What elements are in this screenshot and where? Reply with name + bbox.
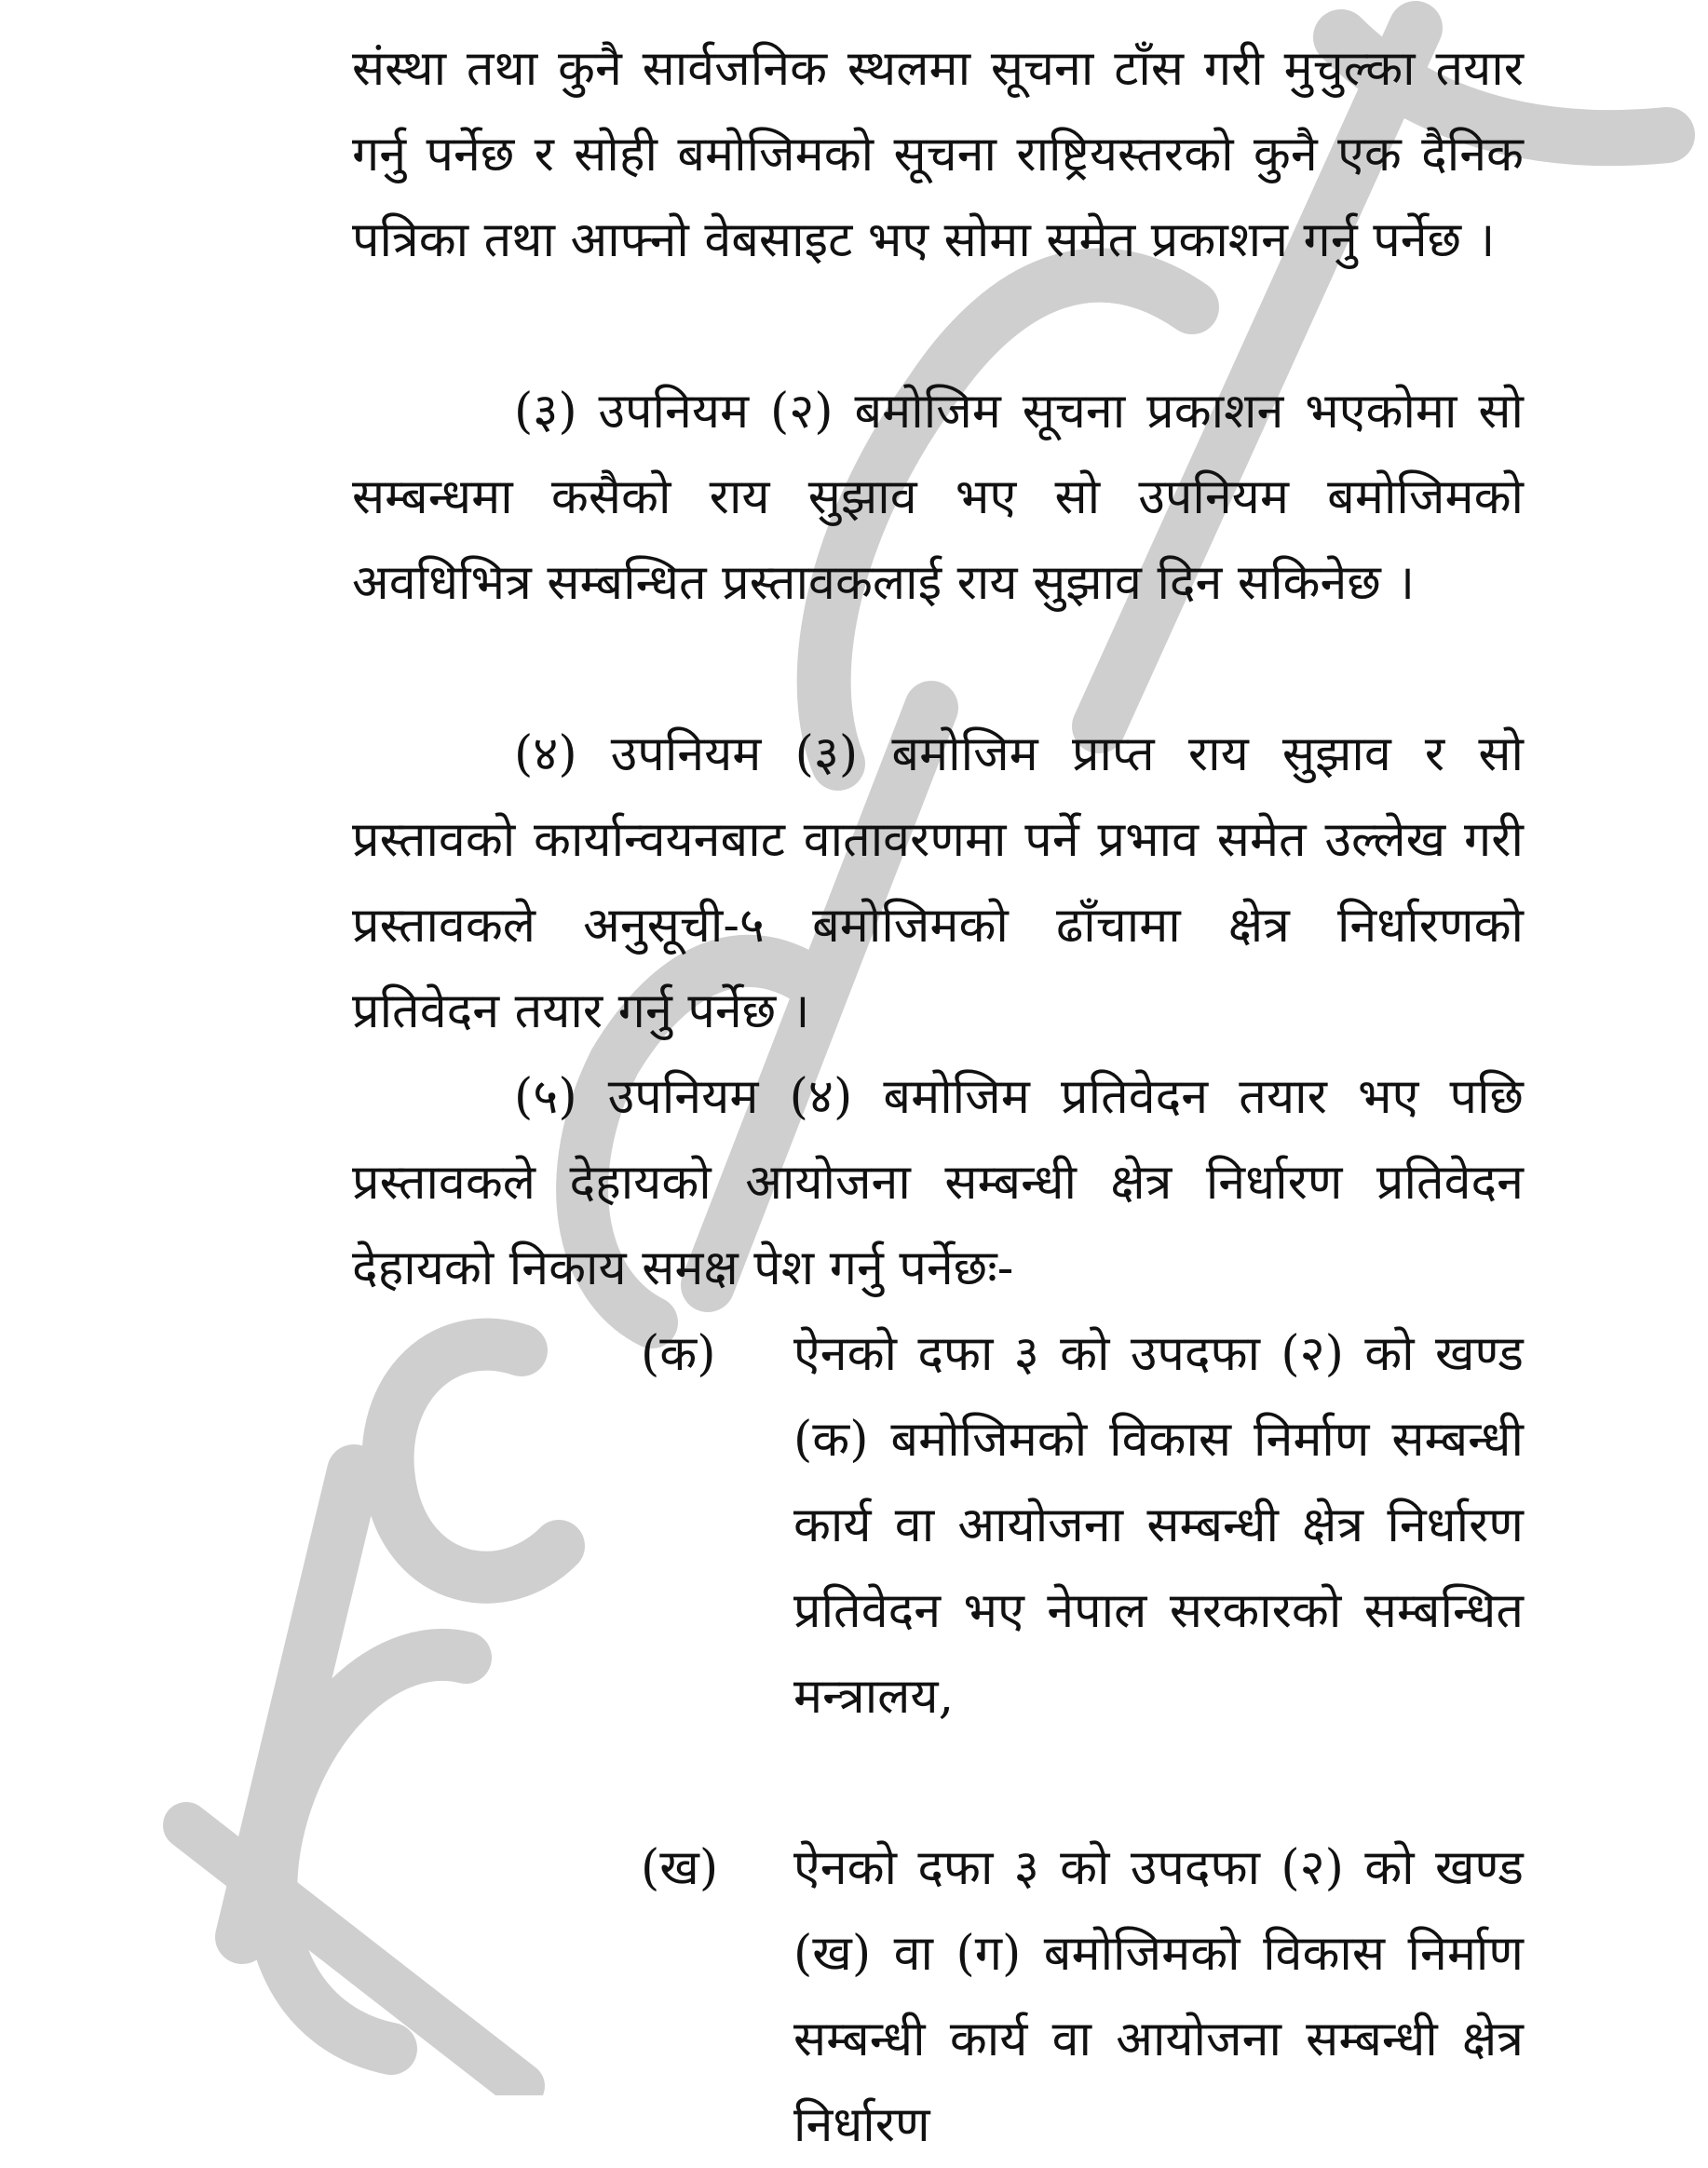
paragraph-5: (५) उपनियम (४) बमोजिम प्रतिवेदन तयार भए पछि प्रस्तावकले देहायको आयोजना सम्बन्धी क्षेत्र निर्धारण प्रतिवेदन देहायको निकाय समक्ष पेश गर्नु पर्नेछः- xyxy=(352,1069,1524,1296)
paragraph-3: (३) उपनियम (२) बमोजिम सूचना प्रकाशन भएकोमा सो सम्बन्धमा कसैको राय सुझाव भए सो उपनियम बमोजिमको अवधिभित्र सम्बन्धित प्रस्तावकलाई राय सुझाव दिन सकिनेछ । xyxy=(352,384,1524,611)
clause-label-ka: (क) xyxy=(641,1326,716,1382)
paragraph-continued: संस्था तथा कुनै सार्वजनिक स्थलमा सूचना टाँस गरी मुचुल्का तयार गर्नु पर्नेछ र सोही बमोजिमको सूचना राष्ट्रियस्तरको कुनै एक दैनिक पत्रिका तथा आफ्नो वेबसाइट भए सोमा समेत प्रकाशन गर्नु पर्नेछ । xyxy=(352,41,1524,268)
clause-text-kha: ऐनको दफा ३ को उपदफा (२) को खण्ड (ख) वा (ग) बमोजिमको विकास निर्माण सम्बन्धी कार्य वा आयोजना सम्बन्धी क्षेत्र निर्धारण xyxy=(793,1840,1524,2153)
clause-text-ka: ऐनको दफा ३ को उपदफा (२) को खण्ड (क) बमोजिमको विकास निर्माण सम्बन्धी कार्य वा आयोजना सम्बन्धी क्षेत्र निर्धारण प्रतिवेदन भए नेपाल सरकारको सम्बन्धित मन्त्रालय, xyxy=(793,1326,1524,1725)
paragraph-4: (४) उपनियम (३) बमोजिम प्राप्त राय सुझाव र सो प्रस्तावको कार्यान्वयनबाट वातावरणमा पर्ने प्रभाव समेत उल्लेख गरी प्रस्तावकले अनुसूची-५ बमोजिमको ढाँचामा क्षेत्र निर्धारणको प्रतिवेदन तयार गर्नु पर्नेछ । xyxy=(352,726,1524,1039)
clause-label-kha: (ख) xyxy=(641,1840,719,1896)
